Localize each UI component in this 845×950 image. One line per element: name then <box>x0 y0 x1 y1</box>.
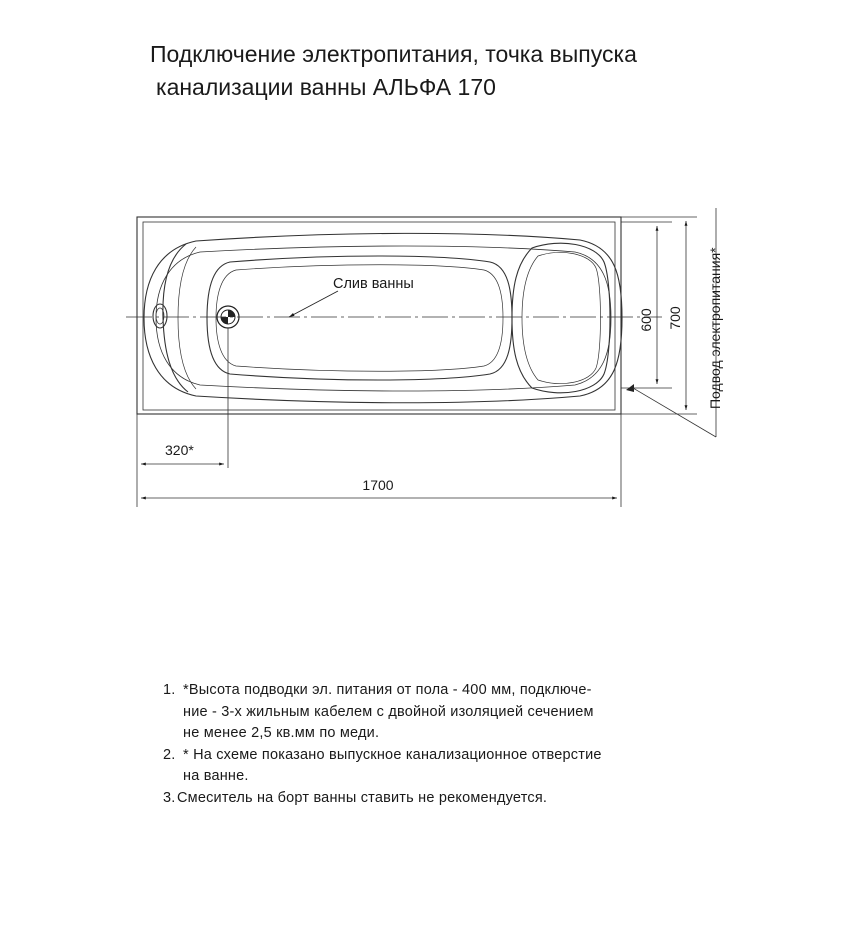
note-item <box>163 745 723 788</box>
title-line-2: канализации ванны АЛЬФА 170 <box>156 74 496 100</box>
power-supply-label: Подвод электропитания* <box>707 247 723 409</box>
right-headrest <box>512 243 610 393</box>
note-text: Смеситель на борт ванны ставить не рекомендуется. <box>177 789 548 806</box>
note-number: 3. <box>163 789 176 806</box>
note-item <box>163 788 723 810</box>
drain-label: Слив ванны <box>333 276 414 292</box>
overflow-hole <box>153 304 167 328</box>
note-text: *Высота подводки эл. питания от пола - 400 мм, подключе- ние - 3-х жильным кабелем с двойной изоляцией сечением не менее 2,5 кв.мм по меди. <box>183 682 594 741</box>
drain-leader <box>289 291 338 317</box>
dimension-700: 700 <box>667 306 683 330</box>
title-line-1: Подключение электропитания, точка выпуска <box>150 41 637 67</box>
tub-outer-rim <box>137 217 621 414</box>
dimension-1700: 1700 <box>362 477 394 493</box>
dimension-320: 320* <box>165 442 194 458</box>
notes-list <box>163 680 723 809</box>
note-text: * На схеме показано выпускное канализационное отверстие на ванне. <box>183 746 602 784</box>
power-leader <box>633 388 716 437</box>
note-number: 2. <box>163 746 176 763</box>
note-number: 1. <box>163 682 176 698</box>
dimension-600: 600 <box>638 308 654 332</box>
tub-bottom <box>207 256 512 380</box>
note-item <box>163 680 723 745</box>
